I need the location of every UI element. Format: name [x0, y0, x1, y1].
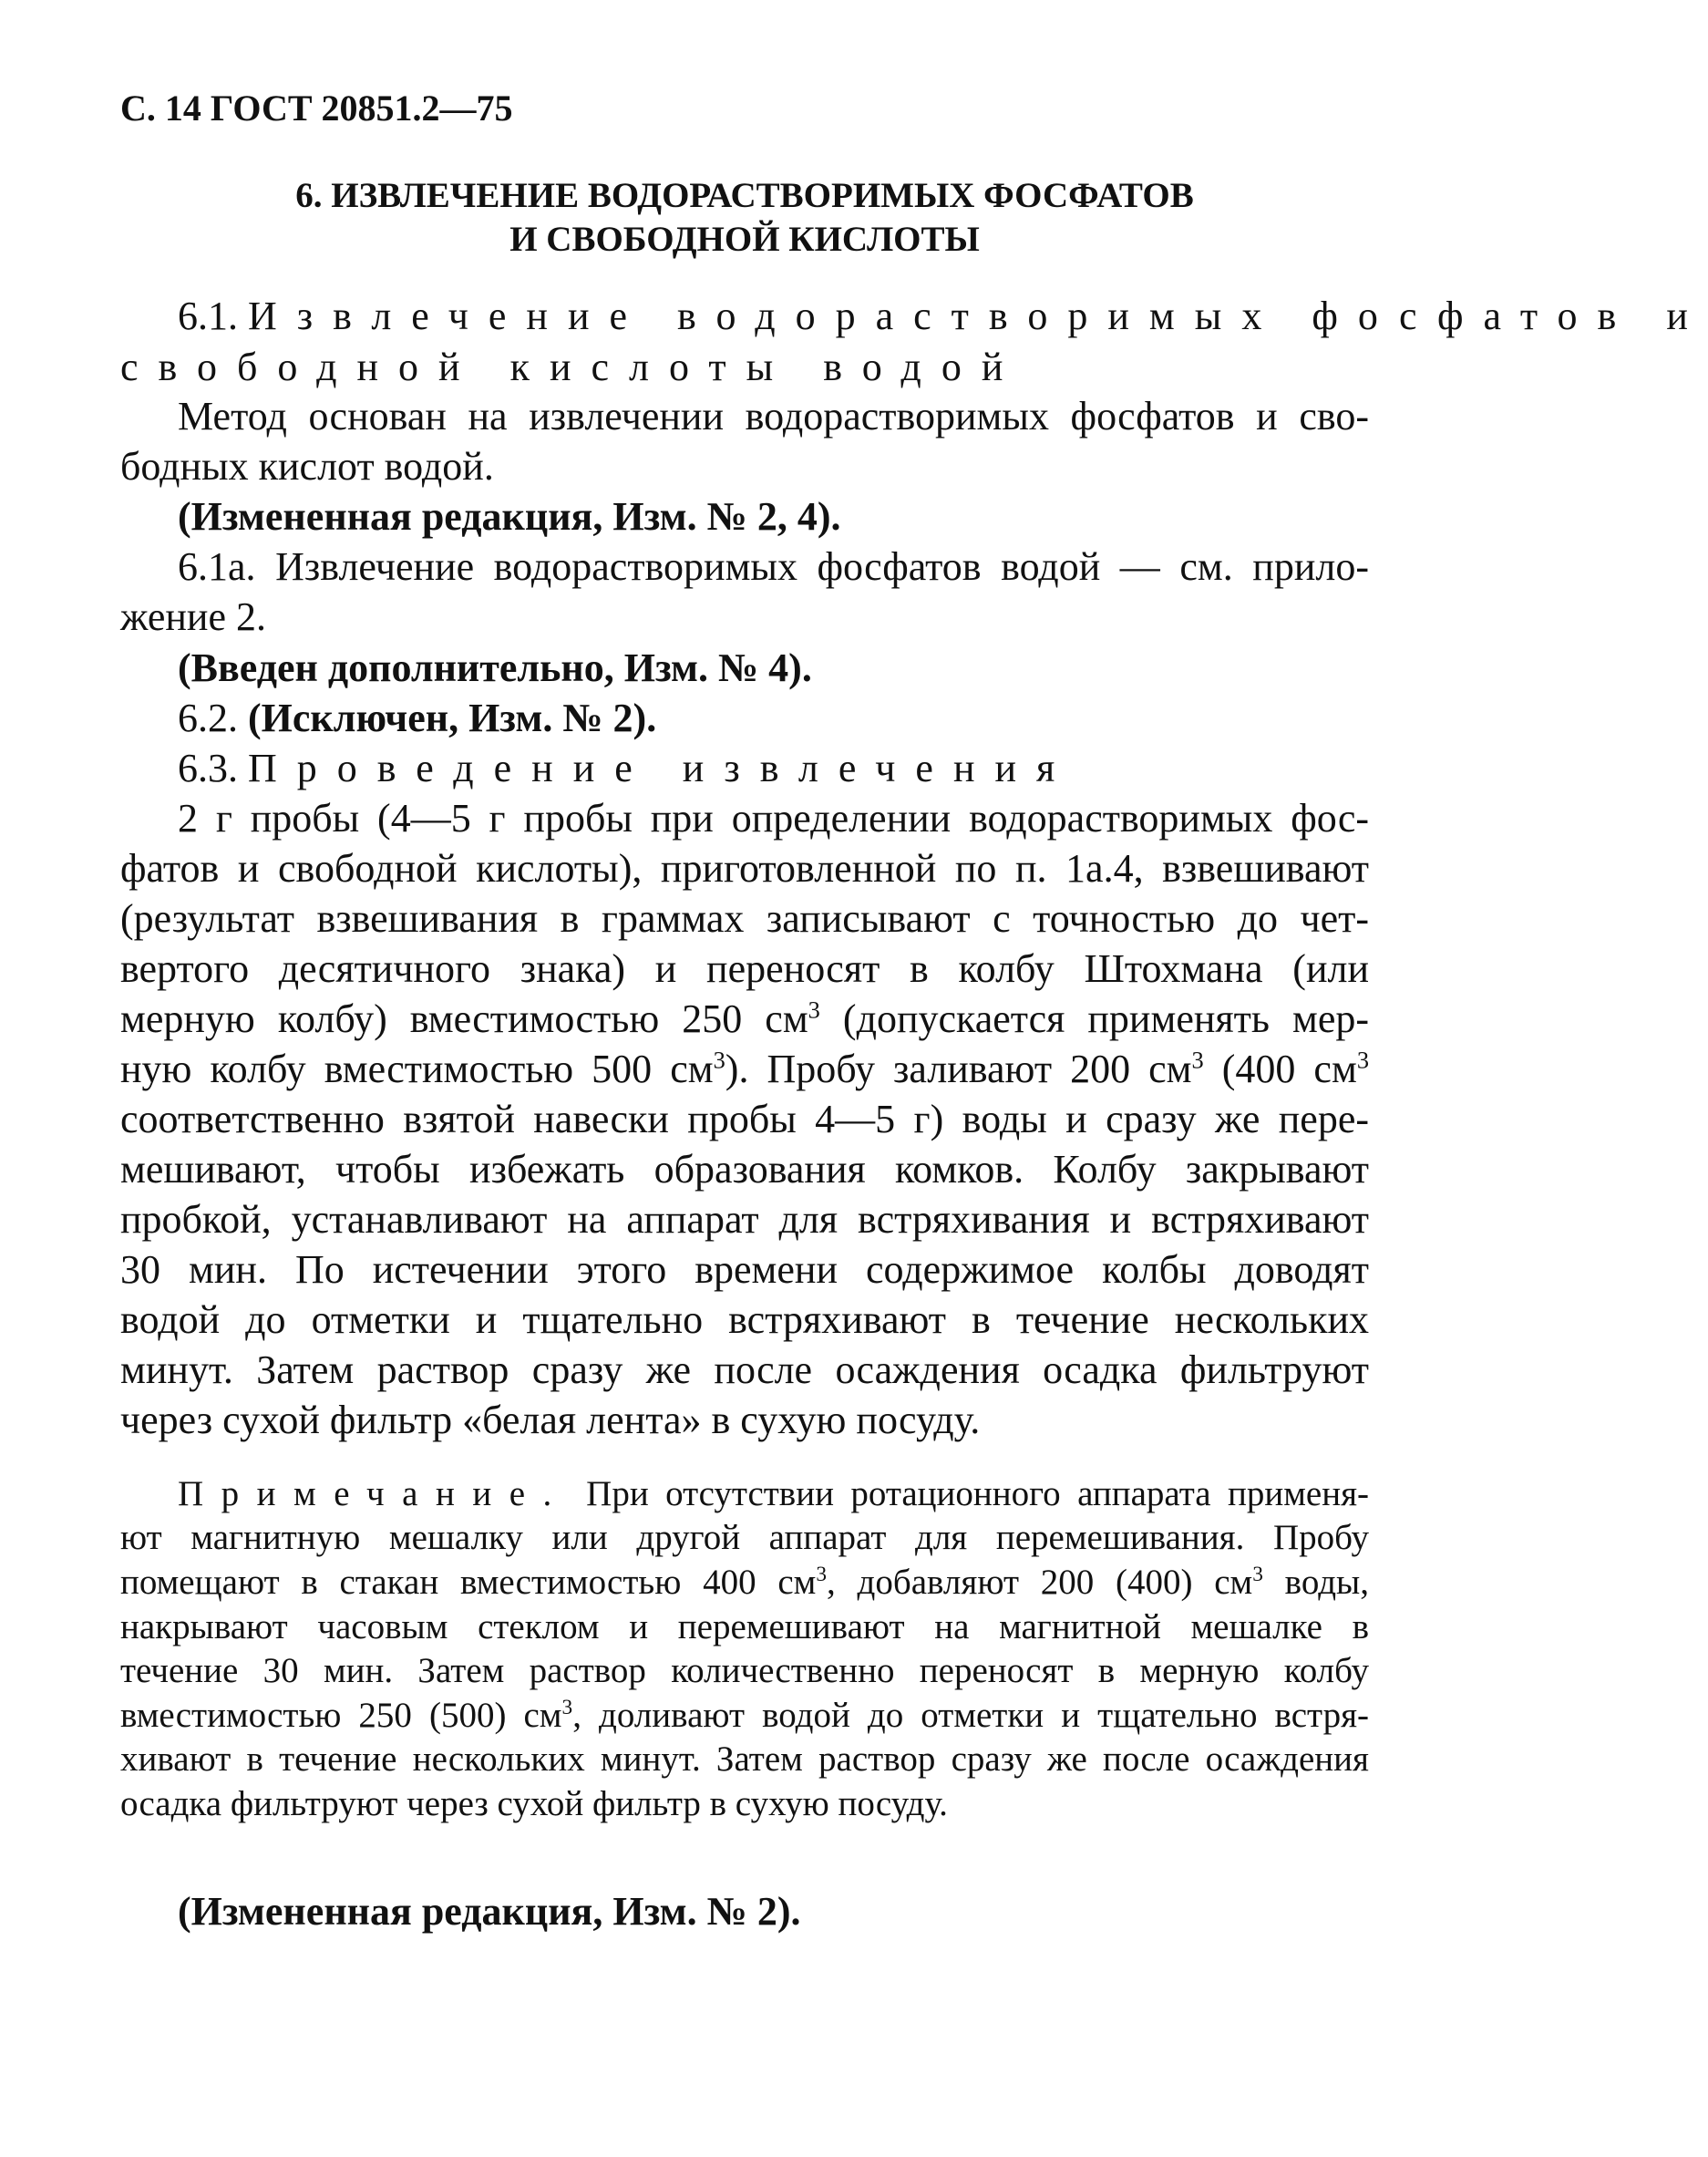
clause-6-3-text-line-11: водой до отметки и тщательно встряхивают в течение нескольких — [120, 1297, 1369, 1342]
clause-6-3-text-line-9: пробкой, устанавливают на аппарат для встряхивания и встряхивают — [120, 1197, 1369, 1242]
note-line-3: помещают в стакан вместимостью 400 $см^3$, добавляют 200 (400) $см^3$ воды, — [120, 1563, 1369, 1602]
note-line-5: течение 30 мин. Затем раствор количественно переносят в мерную колбу — [120, 1651, 1369, 1690]
clause-6-1-text-line-2: бодных кислот водой. — [120, 444, 494, 489]
clause-6-1-text-line-1: Метод основан на извлечении водорастворимых фосфатов и сво- — [178, 394, 1369, 439]
note-line-1: Примечание. При отсутствии ротационного аппарата применя- — [178, 1474, 1369, 1513]
clause-6-3-text-line-7: соответственно взятой навески пробы 4—5 г) воды и сразу же пере- — [120, 1097, 1369, 1141]
clause-6-3-text-line-4: вертого десятичного знака) и переносят в колбу Штохмана (или — [120, 946, 1369, 991]
clause-6-3-text-line-1: 2 г пробы (4—5 г пробы при определении водорастворимых фос- — [178, 796, 1369, 841]
final-amendment: (Измененная редакция, Изм. № 2). — [178, 1889, 801, 1934]
clause-6-2: 6.2. (Исключен, Изм. № 2). — [178, 696, 657, 740]
note-line-7: хивают в течение нескольких минут. Затем раствор сразу же после осаждения — [120, 1739, 1369, 1779]
clause-6-1-heading-line-2: свободной кислоты водой — [120, 345, 1024, 389]
clause-6-3-text-line-13: через сухой фильтр «белая лента» в сухую посуду. — [120, 1398, 981, 1442]
note-line-8: осадка фильтруют через сухой фильтр в сухую посуду. — [120, 1784, 948, 1823]
clause-6-1-heading-line-1 — [178, 294, 1708, 339]
note-line-6: вместимостью 250 (500) $см^3$, доливают водой до отметки и тщательно встря- — [120, 1696, 1369, 1735]
clause-6-1-amendment: (Измененная редакция, Изм. № 2, 4). — [178, 494, 841, 539]
section-title-line-1: 6. ИЗВЛЕЧЕНИЕ ВОДОРАСТВОРИМЫХ ФОСФАТОВ — [295, 176, 1194, 215]
clause-6-3-text-line-6: ную колбу вместимостью 500 $см^3$). Пробу заливают 200 $см^3$ (400 $см^3$ — [120, 1046, 1370, 1091]
section-title-line-2: И СВОБОДНОЙ КИСЛОТЫ — [509, 220, 980, 259]
note-line-2: ют магнитную мешалку или другой аппарат для перемешивания. Пробу — [120, 1518, 1369, 1557]
note-label: Примечание. — [178, 1474, 570, 1513]
clause-6-1a-line-1: 6.1а. Извлечение водорастворимых фосфатов водой — см. прило- — [178, 544, 1369, 589]
clause-6-3-text-line-3: (результат взвешивания в граммах записывают с точностью до чет- — [120, 896, 1369, 941]
clause-6-3-text-line-12: минут. Затем раствор сразу же после осаждения осадка фильтруют — [120, 1347, 1369, 1392]
clause-6-3-heading: 6.3. Проведение извлечения — [178, 746, 1075, 790]
page-header: С. 14 ГОСТ 20851.2—75 — [120, 88, 513, 129]
clause-6-3-text-line-8: мешивают, чтобы избежать образования комков. Колбу закрывают — [120, 1147, 1369, 1192]
clause-6-3-text-line-5: мерную колбу) вместимостью 250 $см^3$ (допускается применять мер- — [120, 996, 1369, 1041]
clause-6-1a-amendment: (Введен дополнительно, Изм. № 4). — [178, 645, 812, 690]
clause-6-1a-line-2: жение 2. — [120, 594, 266, 639]
clause-6-3-text-line-10: 30 мин. По истечении этого времени содержимое колбы доводят — [120, 1247, 1369, 1292]
note-line-4: накрывают часовым стеклом и перемешивают на магнитной мешалке в — [120, 1607, 1369, 1646]
clause-number: 6.1. — [178, 294, 238, 338]
clause-heading: Извлечение водорастворимых фосфатов и — [248, 294, 1708, 338]
clause-6-3-text-line-2: фатов и свободной кислоты), приготовленной по п. 1а.4, взвешивают — [120, 846, 1369, 891]
